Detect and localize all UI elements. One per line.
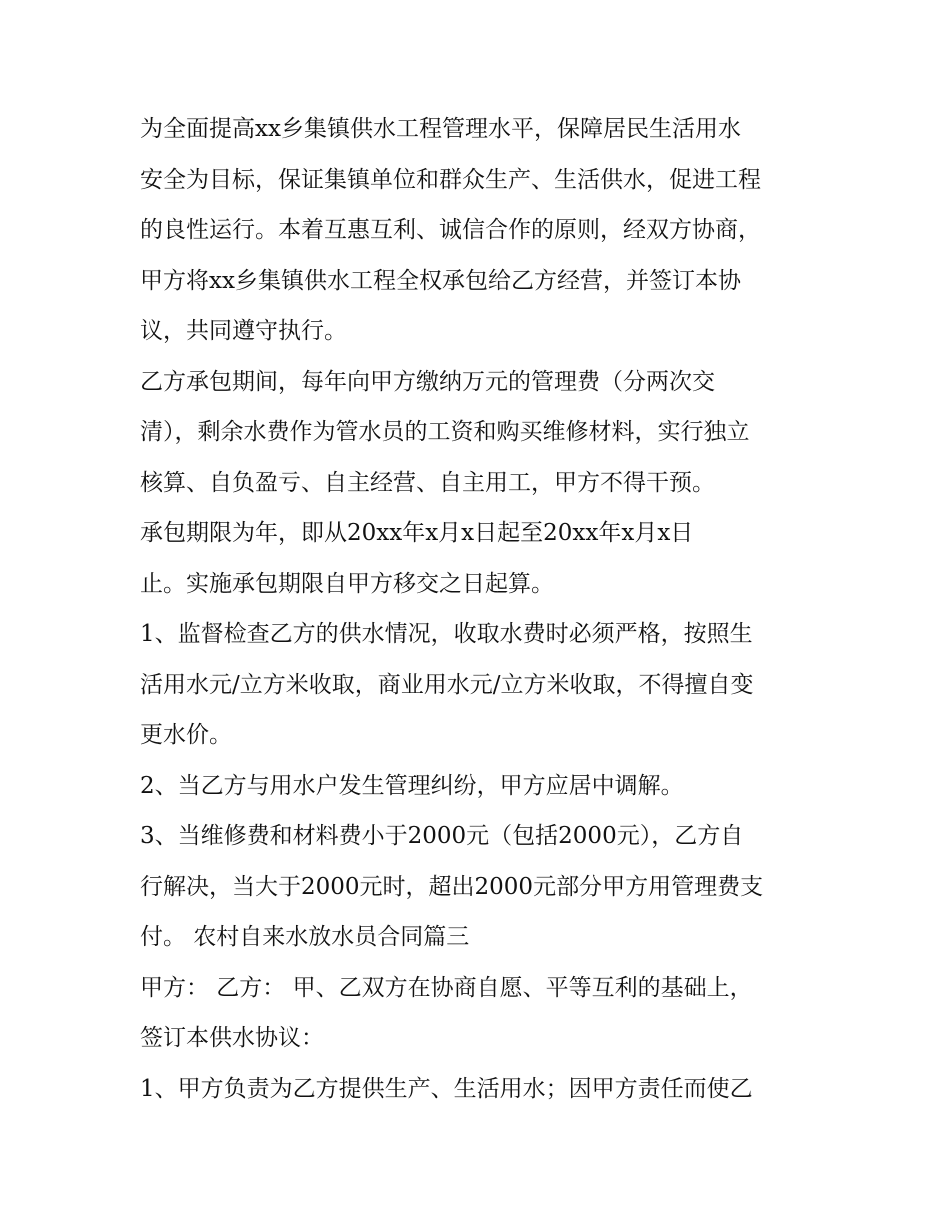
text-line: 行解决，当大于2000元时，超出2000元部分甲方用管理费支 (140, 873, 764, 900)
text-line: 安全为目标，保证集镇单位和群众生产、生活供水，促进工程 (140, 166, 761, 193)
text-line: 清），剩余水费作为管水员的工资和购买维修材料，实行独立 (140, 419, 750, 445)
paragraph-parties (140, 963, 820, 1064)
text-line: 3、当维修费和材料费小于2000元（包括2000元），乙方自 (140, 823, 744, 849)
text-line: 为全面提高xx乡集镇供水工程管理水平，保障居民生活用水 (140, 116, 741, 142)
text-line: 核算、自负盈亏、自主经营、自主用工，甲方不得干预。 (140, 469, 715, 496)
text-line: 甲方： 乙方： 甲、乙双方在协商自愿、平等互利的基础上， (140, 974, 753, 1001)
text-line: 1、甲方负责为乙方提供生产、生活用水；因甲方责任而使乙 (140, 1075, 753, 1102)
text-line: 议，共同遵守执行。 (140, 318, 347, 344)
paragraph-management-fee (140, 357, 820, 509)
text-line: 活用水元/立方米收取，商业用水元/立方米收取，不得擅自变 (140, 671, 754, 698)
paragraph-intro (140, 104, 820, 357)
text-line: 签订本供水协议： (140, 1025, 324, 1051)
paragraph-item-1 (140, 609, 820, 761)
text-line: 甲方将xx乡集镇供水工程全权承包给乙方经营，并签订本协 (140, 267, 741, 294)
text-line: 的良性运行。本着互惠互利、诚信合作的原则，经双方协商， (140, 217, 761, 243)
paragraph-item-2 (140, 761, 820, 812)
text-line: 更水价。 (140, 722, 232, 748)
text-line: 1、监督检查乙方的供水情况，收取水费时必须严格，按照生 (140, 621, 753, 647)
paragraph-contract-period (140, 508, 820, 609)
text-line: 承包期限为年，即从20xx年x月x日起至20xx年x月x日 (140, 520, 694, 546)
paragraph-item-3 (140, 811, 820, 963)
text-line: 止。实施承包期限自甲方移交之日起算。 (140, 570, 554, 597)
document-body (140, 104, 820, 1114)
text-line: 乙方承包期间，每年向甲方缴纳万元的管理费（分两次交 (140, 368, 715, 395)
text-line: 2、当乙方与用水户发生管理纠纷，甲方应居中调解。 (140, 772, 684, 799)
text-line: 付。 农村自来水放水员合同篇三 (140, 924, 470, 950)
paragraph-supply-item-1 (140, 1064, 820, 1115)
